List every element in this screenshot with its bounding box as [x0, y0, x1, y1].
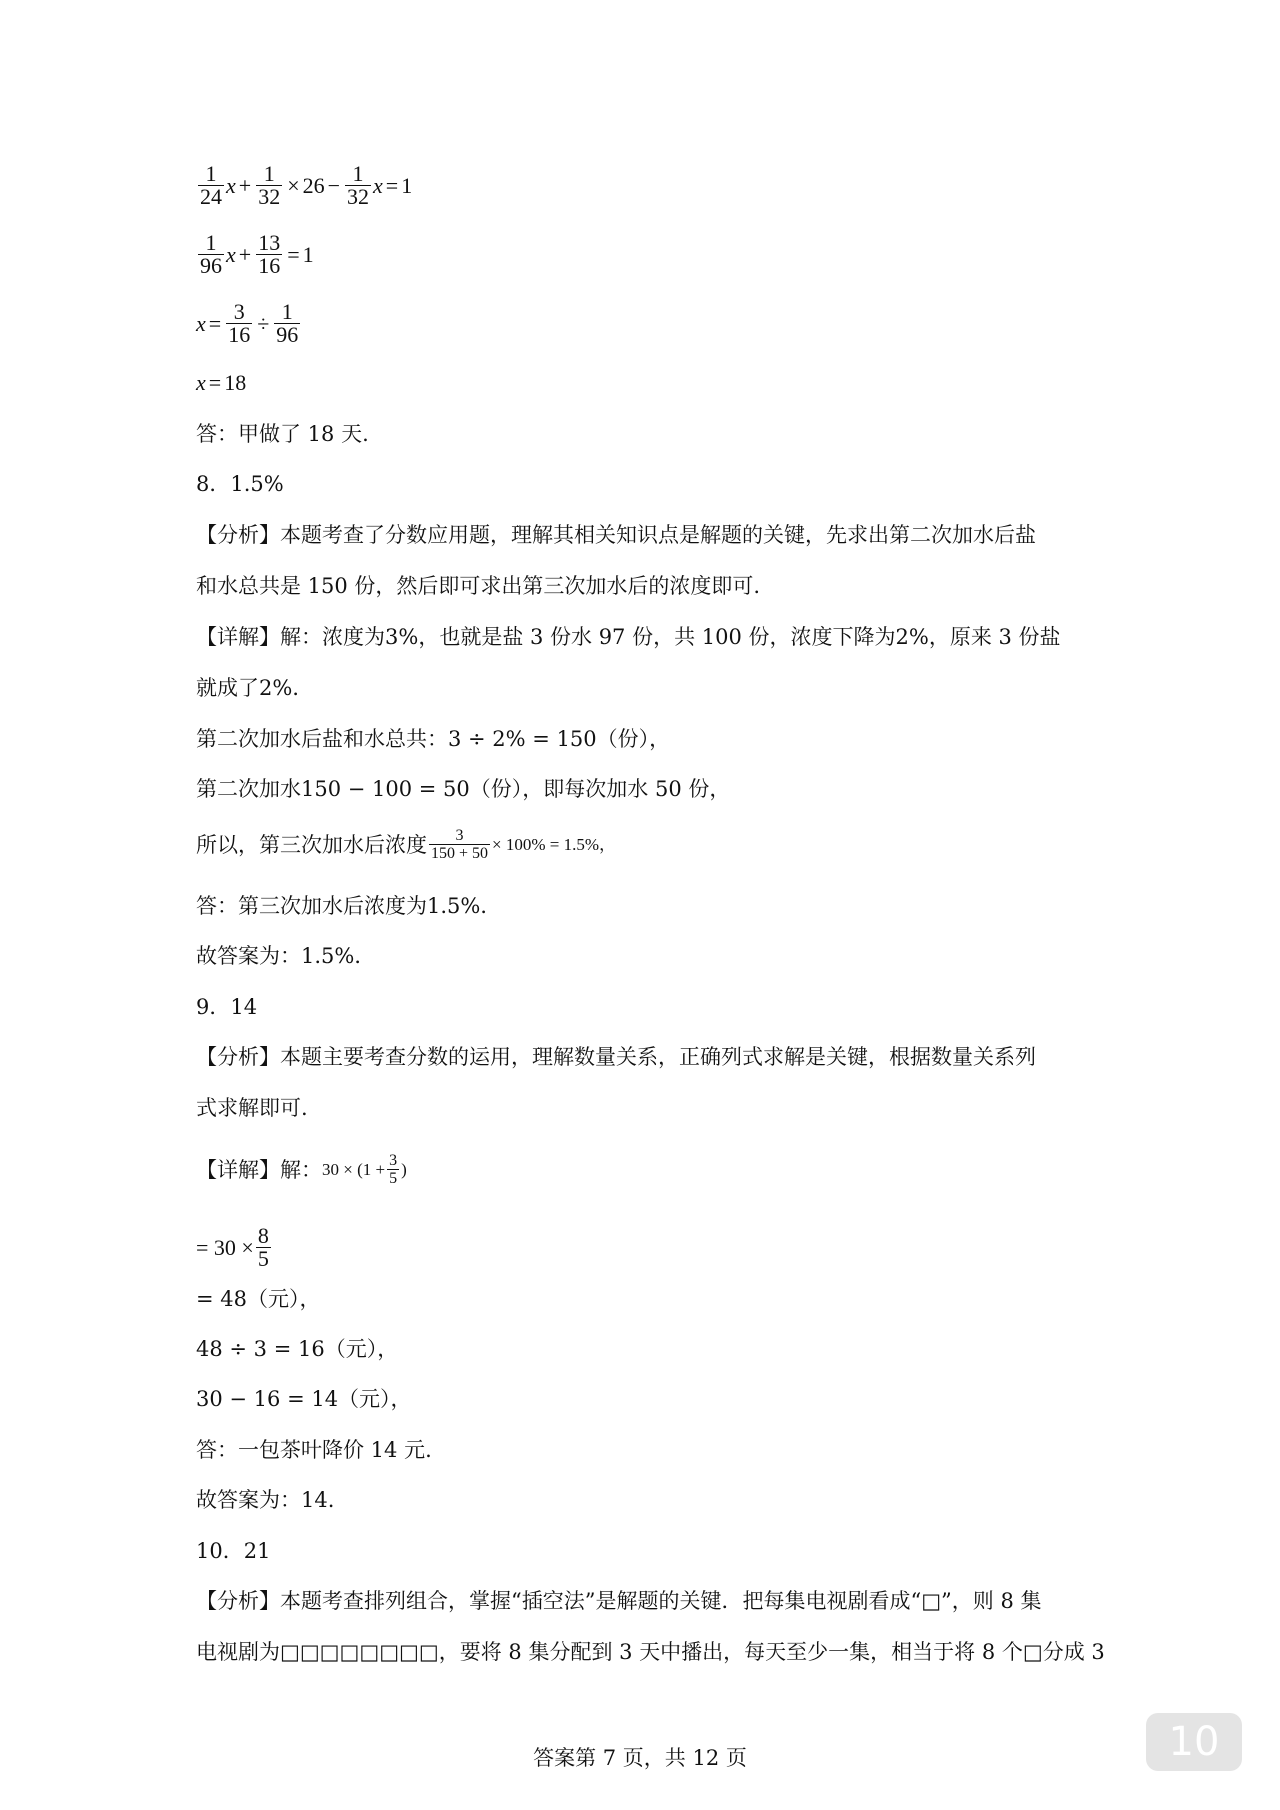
- fraction: $\frac{13}{16}$: [258, 230, 281, 278]
- q9-analysis-line-1: 【分析】本题主要考查分数的运用，理解数量关系，正确列式求解是关键，根据数量关系列: [196, 1045, 1036, 1069]
- q9-line-5: 30 − 16 = 14（元），: [196, 1387, 412, 1411]
- fraction: $\frac{1}{96}$: [200, 230, 222, 278]
- question-10-heading: 10．21: [196, 1539, 271, 1563]
- q8-analysis-line-1: 【分析】本题考查了分数应用题，理解其相关知识点是解题的关键，先求出第二次加水后盐: [196, 523, 1036, 547]
- q9-answer: 答：一包茶叶降价 14 元.: [196, 1438, 432, 1462]
- answer-q7: 答：甲做了 18 天.: [196, 422, 369, 446]
- q8-detail-line-1: 【详解】解：浓度为3%，也就是盐 3 份水 97 份，共 100 份，浓度下降为2%，原来 3 份盐: [196, 625, 1061, 649]
- q9-line-2: = 30 × $\frac{8}{5}$: [196, 1223, 269, 1271]
- fraction: $\frac{8}{5}$: [257, 1223, 269, 1271]
- fraction: $\frac{1}{96}$: [276, 299, 299, 347]
- q9-final: 故答案为：14.: [196, 1488, 335, 1512]
- fraction: $\frac{1}{32}$: [347, 161, 370, 209]
- fraction: $\frac{1}{32}$: [258, 161, 281, 209]
- equation-line-3: x = $\frac{3}{16}$ ÷ $\frac{1}{96}$: [196, 299, 299, 347]
- fraction: $\frac{1}{24}$: [200, 161, 222, 209]
- equation-line-2: $\frac{1}{96}$ x + $\frac{13}{16}$ = 1: [200, 230, 314, 278]
- q8-step-3: 所以，第三次加水后浓度 $\frac{3}{150 + 50}$ × 100% = 1.5%，: [196, 827, 617, 862]
- q9-line-3: = 48（元），: [196, 1287, 321, 1311]
- q10-analysis-line-2: 电视剧为□□□□□□□□，要将 8 集分配到 3 天中播出，每天至少一集，相当于将 8 个□分成 3: [196, 1640, 1105, 1664]
- equation-line-4: x = 18: [196, 370, 247, 395]
- q9-line-4: 48 ÷ 3 = 16（元），: [196, 1337, 399, 1361]
- question-9-heading: 9．14: [196, 995, 258, 1019]
- q8-answer: 答：第三次加水后浓度为1.5%．: [196, 894, 502, 918]
- equation-line-1: $\frac{1}{24}$ x + $\frac{1}{32}$ × 26 − $\frac{1}{32}$ x = 1: [200, 161, 413, 209]
- q8-step-2: 第二次加水150 − 100 = 50（份），即每次加水 50 份，: [196, 777, 731, 801]
- page-number-badge: 10: [1146, 1713, 1242, 1771]
- question-8-heading: 8．1.5%: [196, 472, 284, 496]
- fraction: $\frac{3}{150 + 50}$: [431, 827, 489, 862]
- q9-detail: 【详解】解： 30 × (1 + $\frac{3}{5}$ ): [196, 1152, 407, 1187]
- q9-analysis-line-2: 式求解即可.: [196, 1096, 308, 1120]
- q8-detail-line-2: 就成了2%．: [196, 676, 314, 700]
- fraction: $\frac{3}{5}$: [389, 1152, 398, 1187]
- q8-final: 故答案为：1.5%．: [196, 944, 376, 968]
- fraction: $\frac{3}{16}$: [228, 299, 251, 347]
- q10-analysis-line-1: 【分析】本题考查排列组合，掌握“插空法”是解题的关键．把每集电视剧看成“□”，则 8 集: [196, 1589, 1042, 1613]
- page-footer: 答案第 7 页，共 12 页: [533, 1746, 747, 1770]
- q8-step-1: 第二次加水后盐和水总共：3 ÷ 2% = 150（份），: [196, 727, 671, 751]
- q8-analysis-line-2: 和水总共是 150 份，然后即可求出第三次加水后的浓度即可.: [196, 574, 761, 598]
